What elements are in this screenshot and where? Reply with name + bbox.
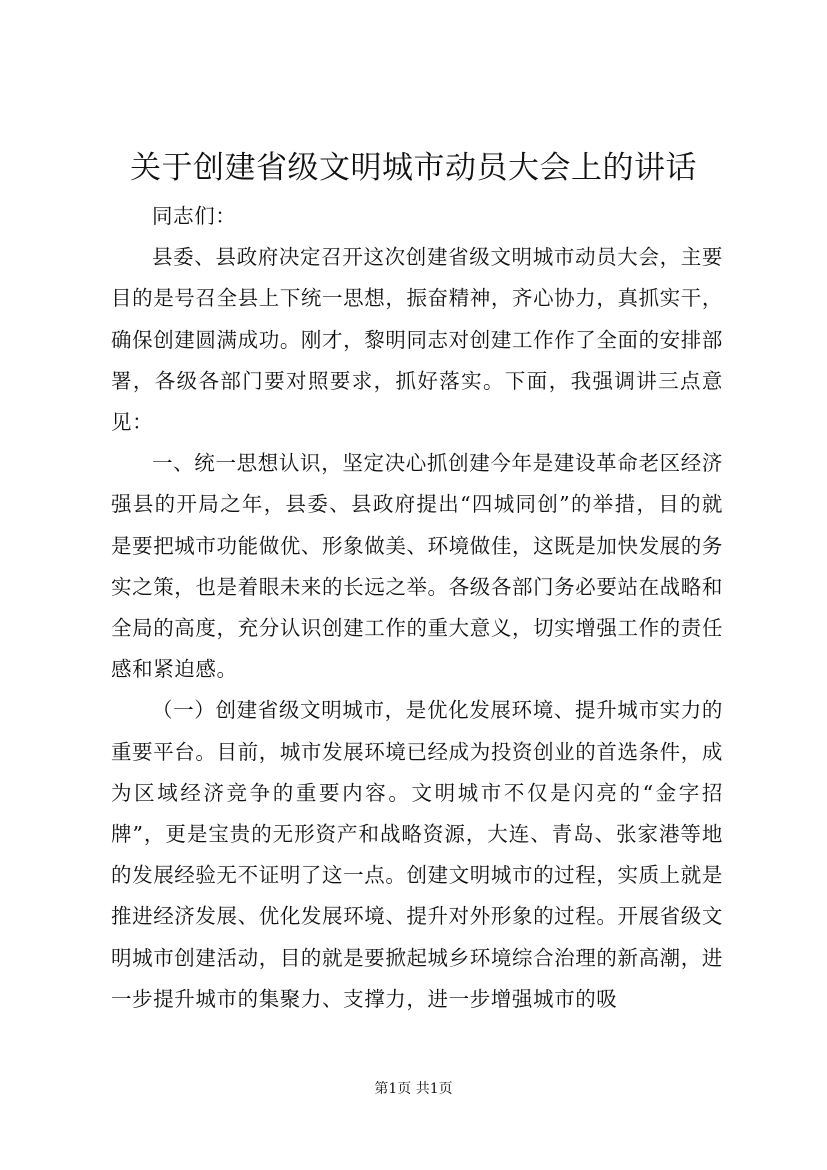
salutation-paragraph: 同志们： <box>152 204 237 228</box>
document-body <box>111 196 723 1020</box>
subsection-one-paragraph: （一）创建省级文明城市，是优化发展环境、提升城市实力的重要平台。目前，城市发展环境已经成为投资创业的首选条件，成为区域经济竞争的重要内容。文明城市不仅是闪亮的“金字招牌”，更是宝贵的无形资产和战略资源，大连、青岛、张家港等地的发展经验无不证明了这一点。创建文明城市的过程，实质上就是推进经济发展、优化发展环境、提升对外形象的过程。开展省级文明城市创建活动，目的就是要掀起城乡环境综合治理的新高潮，进一步提升城市的集聚力、支撑力，进一步增强城市的吸 <box>111 698 723 1011</box>
intro-paragraph: 县委、县政府决定召开这次创建省级文明城市动员大会，主要目的是号召全县上下统一思想，振奋精神，齐心协力，真抓实干，确保创建圆满成功。刚才，黎明同志对创建工作作了全面的安排部署，各级各部门要对照要求，抓好落实。下面，我强调讲三点意见： <box>111 245 723 435</box>
page-number-footer: 第1页 共1页 <box>374 1081 453 1097</box>
document-title: 关于创建省级文明城市动员大会上的讲话 <box>130 150 697 186</box>
section-one-paragraph: 一、统一思想认识，坚定决心抓创建今年是建设革命老区经济强县的开局之年，县委、县政府提出“四城同创”的举措，目的就是要把城市功能做优、形象做美、环境做佳，这既是加快发展的务实之策，也是着眼未来的长远之举。各级各部门务必要站在战略和全局的高度，充分认识创建工作的重大意义，切实增强工作的责任感和紧迫感。 <box>111 451 723 682</box>
